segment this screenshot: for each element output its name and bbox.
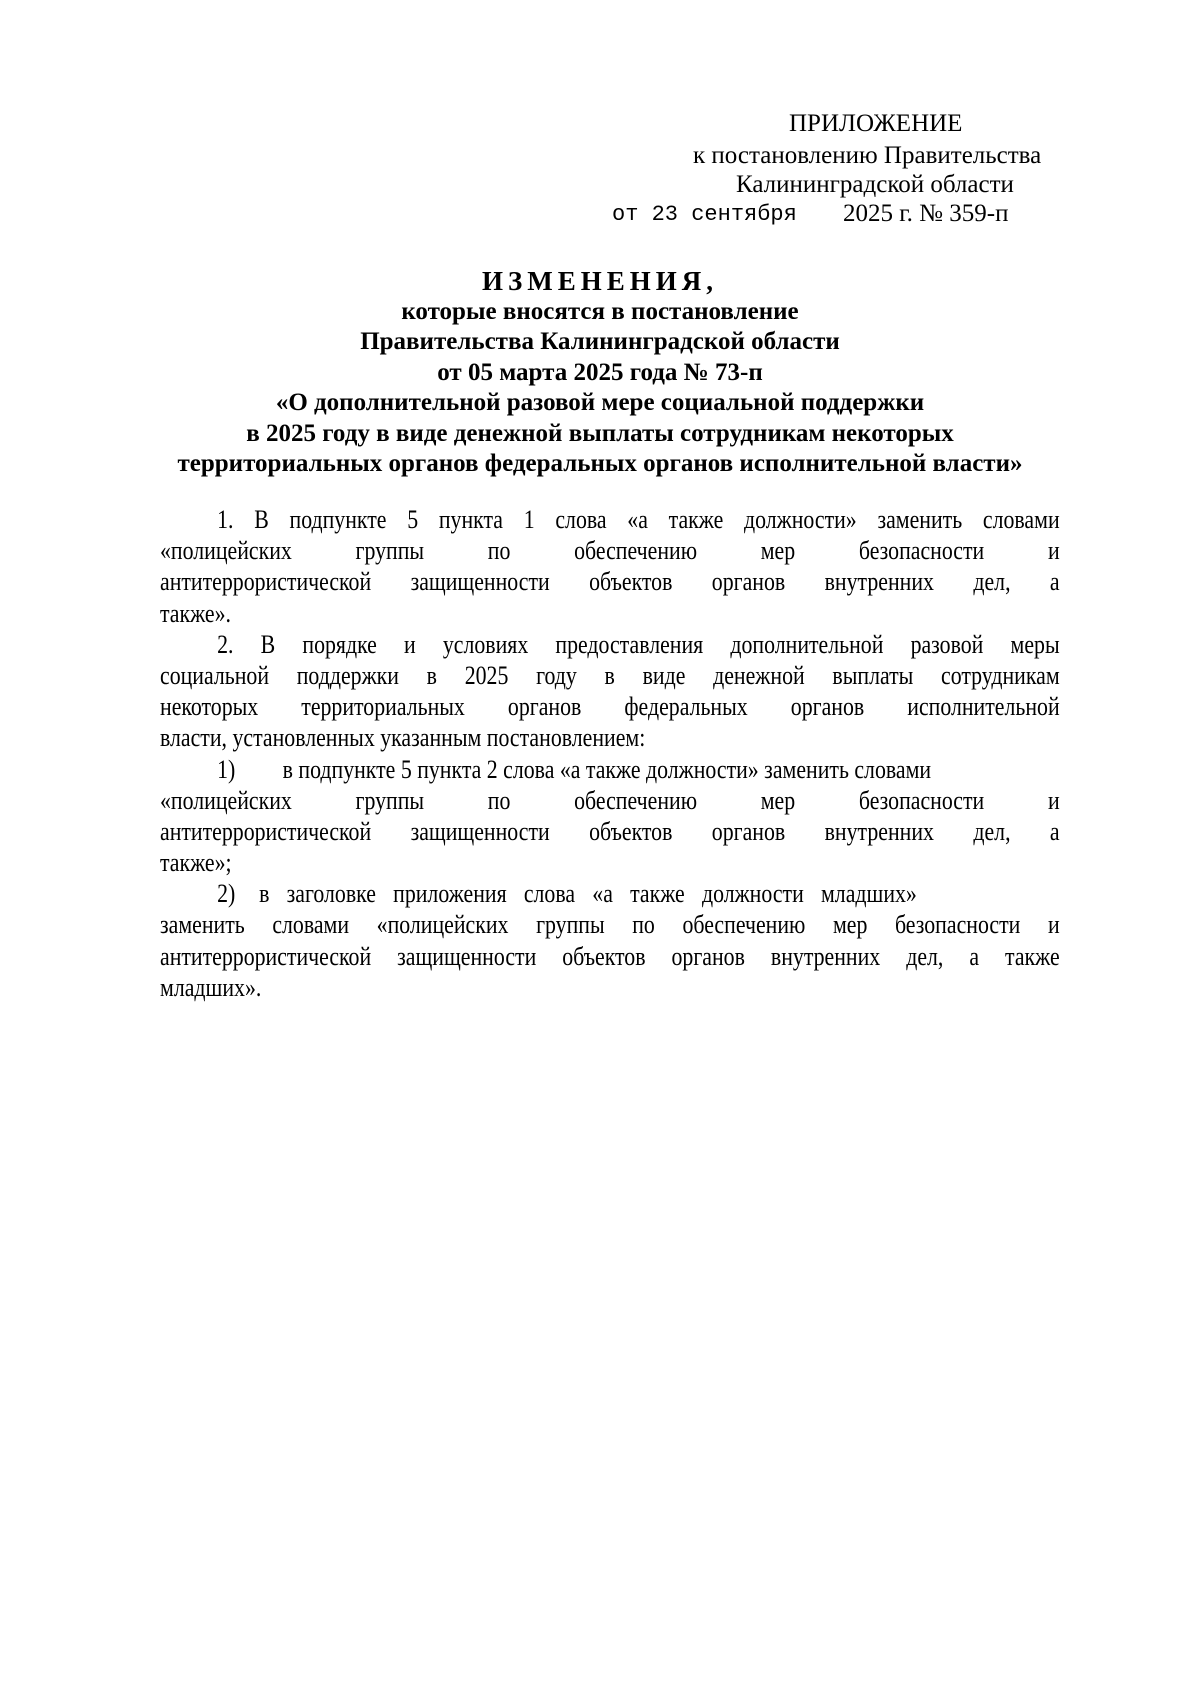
appendix-label: ПРИЛОЖЕНИЕ — [789, 110, 963, 137]
text-line — [160, 878, 1060, 909]
subitem-number: 2) — [217, 879, 236, 909]
document-body — [160, 504, 1060, 1003]
text-line: также»; — [160, 848, 232, 878]
title-line: «О дополнительной разовой мере социальной поддержки — [275, 389, 925, 416]
text-line: заменить словами «полицейских группы по обеспечению мер безопасности и — [160, 910, 1060, 940]
appendix-date: от 23 сентября — [612, 202, 797, 227]
title-line: которые вносятся в постановление — [401, 297, 799, 325]
text-line: антитеррористической защищенности объектов органов внутренних дел, а — [160, 567, 1060, 597]
paragraph-1 — [160, 504, 1060, 629]
subitem-text: в подпункте 5 пункта 2 слова «а также должности» заменить словами — [282, 754, 932, 784]
text-line: 1. В подпункте 5 пункта 1 слова «а также должности» заменить словами — [217, 505, 1060, 534]
subitem-text: в заголовке приложения слова «а также должности младших» — [259, 879, 917, 909]
text-line — [160, 754, 1060, 785]
text-line: «полицейских группы по обеспечению мер безопасности и — [160, 536, 1060, 566]
text-line: «полицейских группы по обеспечению мер безопасности и — [160, 785, 1060, 815]
title-line: в 2025 году в виде денежной выплаты сотрудникам некоторых — [246, 419, 954, 447]
text-line: антитеррористической защищенности объектов органов внутренних дел, а также — [160, 941, 1060, 971]
text-line: также». — [160, 598, 231, 628]
subitem-1 — [160, 754, 1060, 879]
appendix-line-2: Калининградской области — [736, 171, 1014, 198]
title-line: Правительства Калининградской области — [360, 328, 840, 355]
appendix-line-1: к постановлению Правительства — [693, 142, 1042, 169]
title-main: ИЗМЕНЕНИЯ, — [481, 266, 718, 296]
subitem-number: 1) — [217, 754, 236, 784]
subitem-2 — [160, 878, 1060, 1003]
title-line: территориальных органов федеральных органов исполнительной власти» — [177, 450, 1023, 477]
appendix-number: 2025 г. № 359-п — [843, 200, 1009, 227]
text-line: младших». — [160, 972, 262, 1002]
text-line: антитеррористической защищенности объектов органов внутренних дел, а — [160, 816, 1060, 846]
text-line: некоторых территориальных органов федеральных органов исполнительной — [160, 692, 1060, 722]
text-line: власти, установленных указанным постановлением: — [160, 723, 646, 753]
text-line: социальной поддержки в 2025 году в виде денежной выплаты сотрудникам — [160, 660, 1060, 690]
paragraph-2 — [160, 629, 1060, 754]
document-title — [100, 266, 1100, 480]
title-line: от 05 марта 2025 года № 73-п — [437, 358, 763, 386]
text-line: 2. В порядке и условиях предоставления дополнительной разовой меры — [217, 629, 1060, 659]
